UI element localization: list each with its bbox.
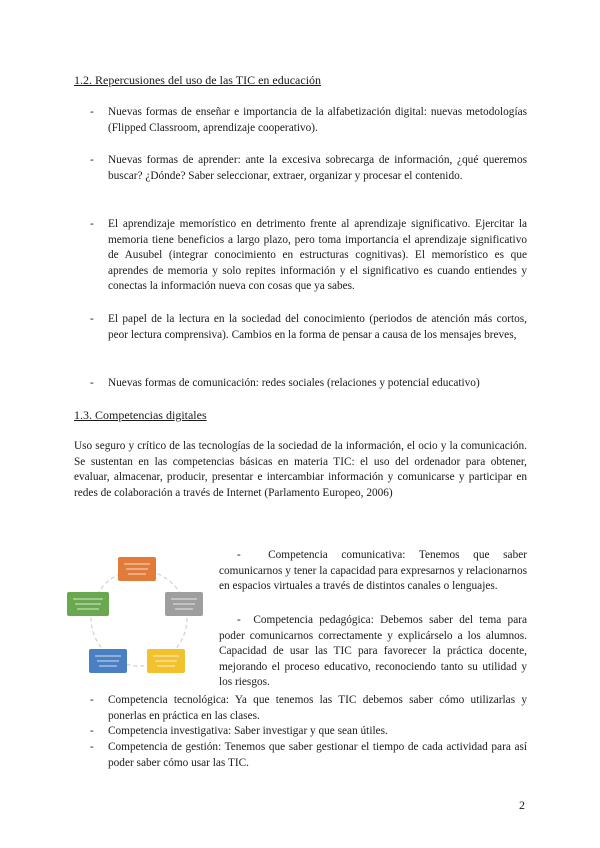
bullet-dash: - xyxy=(90,377,94,389)
bullet-item-3 xyxy=(90,217,527,295)
bullet-dash: - xyxy=(90,725,94,737)
section-1-3-heading: 1.3. Competencias digitales xyxy=(74,408,207,422)
bullet-text-2: Nuevas formas de aprender: ante la excesiva sobrecarga de información, ¿qué queremos buscar? ¿Dónde? Saber seleccionar, extraer, organizar y procesar el contenido. xyxy=(108,154,527,182)
bullet-text-3: El aprendizaje memorístico en detrimento frente al aprendizaje significativo. Ejercitar la memoria tiene beneficios a largo plazo, pero toma importancia el aprendizaje significativo de Ausubel (integrar conocimiento en estructuras cognitivas). El memorístico es que aprendes de memoria y solo repites información y el significativo es cuando entiendes y conectas la información nueva con cosas que ya sabes. xyxy=(108,218,527,293)
bullet-dash: - xyxy=(90,154,94,166)
bullet-text-1: Nuevas formas de enseñar e importancia de la alfabetización digital: nuevas metodologías (Flipped Classroom, aprendizaje cooperativo). xyxy=(108,106,527,134)
bullet-text-4: El papel de la lectura en la sociedad del conocimiento (periodos de atención más cortos, peor lectura comprensiva). Cambios en la forma de pensar a causa de los mensajes breves, xyxy=(108,313,527,341)
competencia-gestion-text: Competencia de gestión: Tenemos que saber gestionar el tiempo de cada actividad para así poder saber cómo usar las TIC. xyxy=(108,741,527,769)
diagram-node-bottom-right xyxy=(147,649,185,673)
competencia-tecnologica xyxy=(90,693,527,724)
bullet-item-5 xyxy=(90,376,527,392)
section-1-3-intro: Uso seguro y crítico de las tecnologías de la sociedad de la información, el ocio y la comunicación. Se sustentan en las competencias básicas en materia TIC: el uso del ordenador para obtener, evaluar, almacenar, producir, presentar e intercambiar información y comunicarse y participar en redes de colaboración a través de Internet (Parlamento Europeo, 2006) xyxy=(74,440,527,499)
bullet-item-1 xyxy=(90,105,527,136)
page-number: 2 xyxy=(519,798,525,812)
bullet-dash: - xyxy=(90,106,94,118)
competencia-comunicativa-text: Competencia comunicativa: Tenemos que saber comunicarnos y tener la capacidad para expresarnos y relacionarnos en espacios virtuales a través de distintos canales o lenguajes. xyxy=(219,549,527,593)
diagram-node-left xyxy=(67,592,109,616)
competencia-gestion xyxy=(90,740,527,771)
competencia-pedagogica xyxy=(219,613,527,691)
competencia-tecnologica-text: Competencia tecnológica: Ya que tenemos las TIC debemos saber cómo utilizarlas y ponerlas en práctica en las clases. xyxy=(108,694,527,722)
competencia-comunicativa xyxy=(219,548,527,595)
diagram-node-top xyxy=(118,557,156,581)
bullet-item-2 xyxy=(90,153,527,184)
bullet-dash: - xyxy=(90,741,94,753)
diagram-node-right xyxy=(165,592,203,616)
bullet-dash: - xyxy=(90,313,94,325)
section-1-2-heading: 1.2. Repercusiones del uso de las TIC en educación xyxy=(74,73,322,87)
bullet-dash: - xyxy=(90,218,94,230)
diagram-node-bottom-left xyxy=(89,649,127,673)
competencia-investigativa-text: Competencia investigativa: Saber investigar y que sean útiles. xyxy=(108,725,388,737)
bullet-dash: - xyxy=(90,694,94,706)
competencia-dash: - xyxy=(237,614,254,626)
bullet-text-5: Nuevas formas de comunicación: redes sociales (relaciones y potencial educativo) xyxy=(108,377,480,389)
competencia-investigativa xyxy=(90,724,527,740)
bullet-item-4 xyxy=(90,312,527,343)
competencia-dash: - xyxy=(237,549,269,561)
competencias-cycle-diagram xyxy=(64,548,214,684)
competencia-pedagogica-text: Competencia pedagógica: Debemos saber del tema para poder comunicarnos correctamente y explicárselo a los alumnos. Capacidad de usar las TIC para favorecer la práctica docente, mejorando el proceso educativo, reconociendo tanto su utilidad y los riesgos. xyxy=(219,614,527,689)
